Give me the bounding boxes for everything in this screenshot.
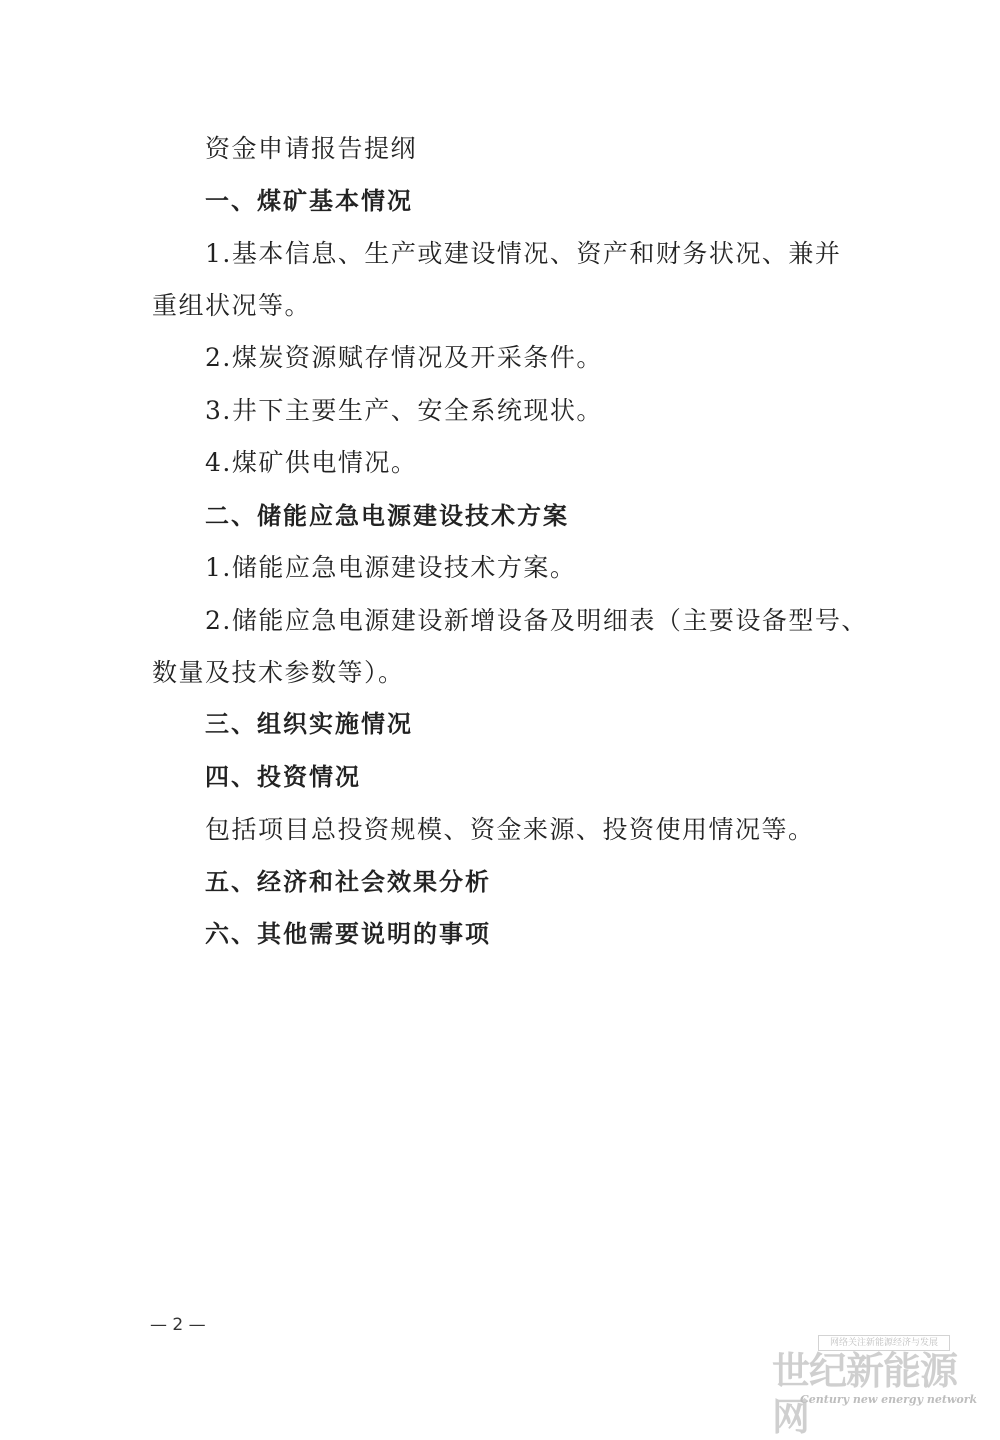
section-heading-4: 四、投资情况 [205,763,361,791]
section-heading-1: 一、煤矿基本情况 [205,187,413,215]
watermark-tagline: 网络关注新能源经济与发展 [818,1335,950,1351]
watermark-english-name: Century new energy network [800,1393,978,1406]
watermark-site-name: 世纪新能源网 [772,1348,958,1439]
section-2-item-2-continued: 数量及技术参数等）。 [152,658,405,687]
section-1-item-3: 3.井下主要生产、安全系统现状。 [205,396,603,425]
document-title: 资金申请报告提纲 [205,134,418,163]
section-1-item-1: 1.基本信息、生产或建设情况、资产和财务状况、兼并 [205,239,842,268]
section-4-item-1: 包括项目总投资规模、资金来源、投资使用情况等。 [205,815,815,844]
section-heading-2: 二、储能应急电源建设技术方案 [205,502,569,530]
section-heading-6: 六、其他需要说明的事项 [205,920,491,948]
section-2-item-1: 1.储能应急电源建设技术方案。 [205,553,577,582]
section-2-item-2: 2.储能应急电源建设新增设备及明细表（主要设备型号、 [205,606,868,635]
page-number: — 2 — [150,1315,206,1335]
section-1-item-4: 4.煤矿供电情况。 [205,448,418,477]
section-1-item-1-continued: 重组状况等。 [152,291,312,320]
section-heading-5: 五、经济和社会效果分析 [205,868,491,896]
section-heading-3: 三、组织实施情况 [205,710,413,738]
section-1-item-2: 2.煤炭资源赋存情况及开采条件。 [205,343,603,372]
